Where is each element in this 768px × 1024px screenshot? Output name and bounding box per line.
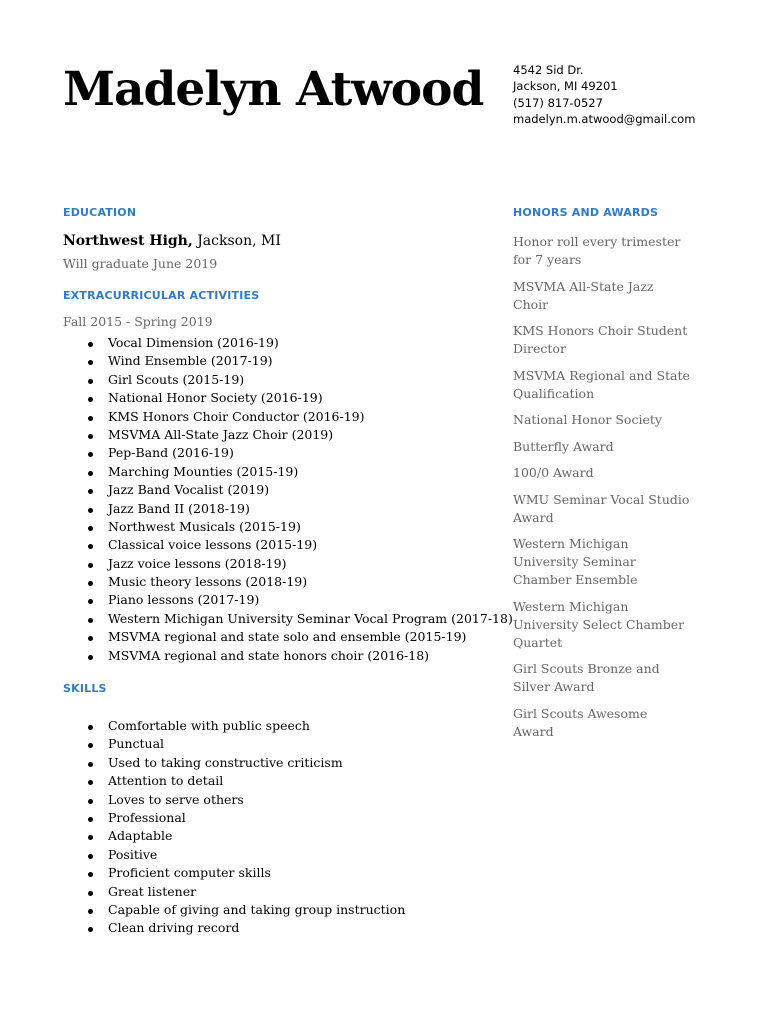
skill-item: Used to taking constructive criticism bbox=[85, 754, 405, 772]
skill-item: Adaptable bbox=[85, 827, 405, 845]
honor-item: Honor roll every trimester for 7 years bbox=[513, 234, 681, 267]
activity-item: Classical voice lessons (2015-19) bbox=[85, 536, 513, 554]
contact-phone: (517) 817-0527 bbox=[513, 95, 603, 110]
honor-item: National Honor Society bbox=[513, 412, 662, 427]
skill-item: Positive bbox=[85, 846, 405, 864]
skill-item: Loves to serve others bbox=[85, 791, 405, 809]
honor-item: MSVMA All-State Jazz Choir bbox=[513, 278, 654, 312]
activity-item: MSVMA regional and state solo and ensemble (2015-19) bbox=[85, 628, 513, 646]
honor-item: Western Michigan University Select Chamber Quartet bbox=[513, 598, 685, 650]
activity-item: Piano lessons (2017-19) bbox=[85, 591, 513, 609]
activity-item: KMS Honors Choir Conductor (2016-19) bbox=[85, 408, 513, 426]
honor-item: Butterfly Award bbox=[513, 438, 614, 454]
activities-heading: EXTRACURRICULAR ACTIVITIES bbox=[63, 289, 260, 302]
school-location: Jackson, MI bbox=[197, 233, 281, 249]
honor-item: Western Michigan University Seminar Chamber Ensemble bbox=[513, 536, 638, 587]
skill-item: Professional bbox=[85, 809, 405, 827]
skill-item: Proficient computer skills bbox=[85, 864, 405, 882]
honor-item: 100/0 Award bbox=[513, 465, 594, 480]
activity-item: Jazz Band II (2018-19) bbox=[85, 500, 513, 518]
skills-heading: SKILLS bbox=[63, 682, 107, 695]
activities-period: Fall 2015 - Spring 2019 bbox=[63, 314, 213, 329]
contact-street: 4542 Sid Dr. bbox=[513, 63, 584, 77]
honor-item: Girl Scouts Awesome Award bbox=[513, 705, 648, 739]
education-heading: EDUCATION bbox=[63, 206, 137, 219]
activity-item: MSVMA regional and state honors choir (2016-18) bbox=[85, 647, 513, 665]
contact-city: Jackson, MI 49201 bbox=[513, 79, 618, 94]
contact-email: madelyn.m.atwood@gmail.com bbox=[513, 111, 696, 126]
graduation-date: Will graduate June 2019 bbox=[63, 256, 218, 271]
activity-item: National Honor Society (2016-19) bbox=[85, 389, 513, 407]
skill-item: Clean driving record bbox=[85, 919, 405, 937]
activity-item: MSVMA All-State Jazz Choir (2019) bbox=[85, 426, 513, 444]
skill-item: Great listener bbox=[85, 883, 405, 901]
honors-heading: HONORS AND AWARDS bbox=[513, 206, 659, 219]
skills-list bbox=[85, 717, 405, 938]
skill-item: Punctual bbox=[85, 735, 405, 753]
activities-list bbox=[85, 334, 513, 665]
activity-item: Vocal Dimension (2016-19) bbox=[85, 334, 513, 352]
activity-item: Jazz voice lessons (2018-19) bbox=[85, 555, 513, 573]
honor-item: WMU Seminar Vocal Studio Award bbox=[513, 491, 690, 525]
education-school bbox=[63, 233, 281, 249]
activity-item: Wind Ensemble (2017-19) bbox=[85, 352, 513, 370]
resume-name: Madelyn Atwood bbox=[63, 62, 484, 117]
activity-item: Pep-Band (2016-19) bbox=[85, 444, 513, 462]
activity-item: Music theory lessons (2018-19) bbox=[85, 573, 513, 591]
school-name: Northwest High, bbox=[63, 233, 193, 249]
honors-list bbox=[513, 233, 691, 749]
activity-item: Marching Mounties (2015-19) bbox=[85, 463, 513, 481]
honor-item: Girl Scouts Bronze and Silver Award bbox=[513, 661, 660, 694]
skill-item: Comfortable with public speech bbox=[85, 717, 405, 735]
contact-block bbox=[513, 62, 695, 127]
honor-item: MSVMA Regional and State Qualification bbox=[513, 367, 690, 401]
activity-item: Jazz Band Vocalist (2019) bbox=[85, 481, 513, 499]
honor-item: KMS Honors Choir Student Director bbox=[513, 323, 688, 356]
skill-item: Capable of giving and taking group instruction bbox=[85, 901, 405, 919]
activity-item: Western Michigan University Seminar Vocal Program (2017-18) bbox=[85, 610, 513, 628]
activity-item: Northwest Musicals (2015-19) bbox=[85, 518, 513, 536]
activity-item: Girl Scouts (2015-19) bbox=[85, 371, 513, 389]
skill-item: Attention to detail bbox=[85, 772, 405, 790]
